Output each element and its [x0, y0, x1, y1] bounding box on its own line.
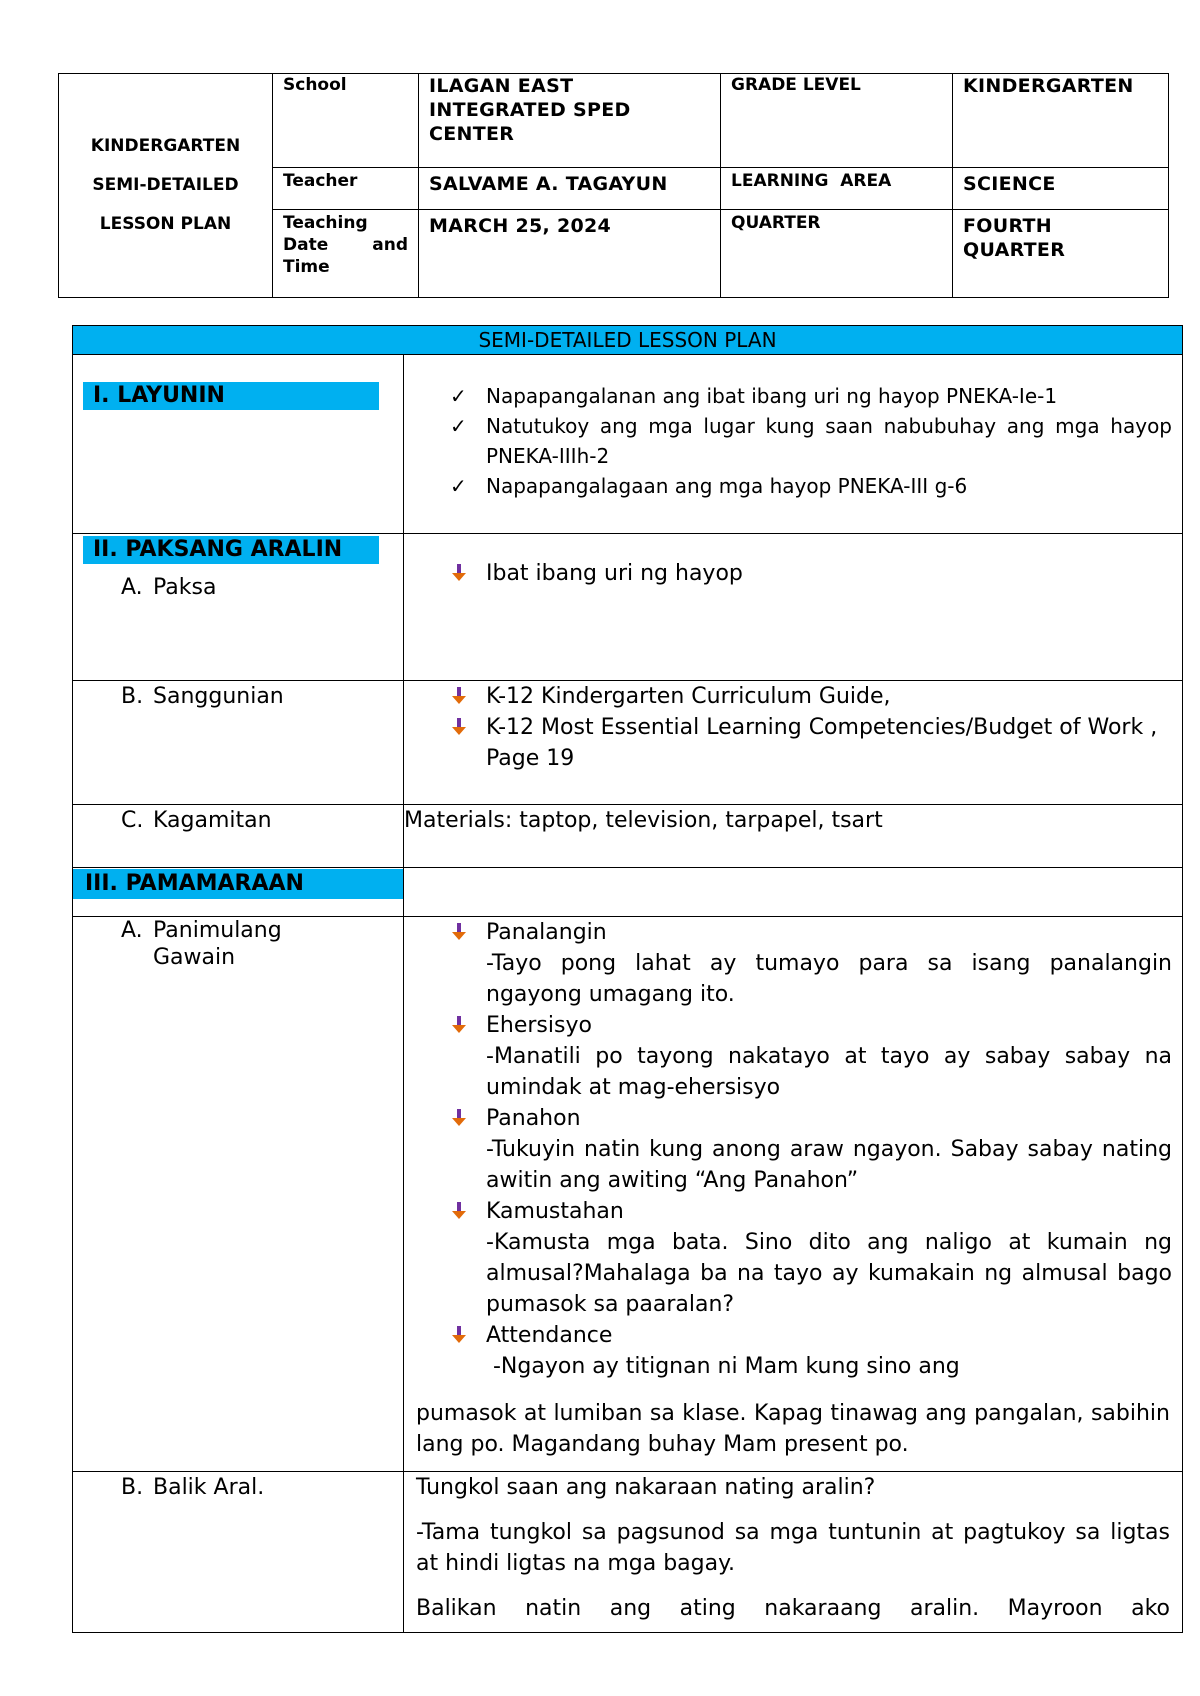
balik-aral-answer: -Tama tungkol sa pagsunod sa mga tuntunin at pagtukoy sa ligtas at hindi ligtas na mga bagay.	[416, 1520, 1170, 1576]
kagamitan-content: Materials: taptop, television, tarpapel, tsart	[404, 805, 1183, 868]
balik-aral-content	[404, 1472, 1183, 1633]
sanggunian-content	[404, 681, 1183, 805]
check-icon: ✓	[450, 414, 467, 438]
teaching-date-label: Teaching Date and Time	[273, 210, 419, 298]
teacher-label: Teacher	[273, 168, 419, 210]
balik-aral-more: Balikan natin ang ating nakaraang aralin. Mayroon ako	[416, 1596, 1170, 1621]
balik-aral-label: B. Balik Aral.	[121, 1475, 265, 1500]
grade-level-label: GRADE LEVEL	[721, 74, 953, 168]
arrow-bullet-icon	[452, 687, 466, 705]
check-icon: ✓	[450, 474, 467, 498]
reference-item: K-12 Most Essential Learning Competencies/Budget of Work , Page 19	[450, 712, 1172, 774]
layunin-cell	[73, 355, 404, 534]
school-label: School	[273, 74, 419, 168]
paksang-aralin-cell	[73, 534, 404, 681]
activity-item: Panahon -Tukuyin natin kung anong araw ngayon. Sabay sabay nating awitin ang awiting “Ang Panahon”	[450, 1103, 1172, 1196]
arrow-bullet-icon	[452, 1202, 466, 1220]
arrow-bullet-icon	[452, 564, 466, 582]
header-table	[58, 73, 1169, 298]
header-title-line-1: KINDERGARTEN	[90, 136, 241, 156]
sanggunian-label: B. Sanggunian	[121, 684, 284, 709]
quarter-label: QUARTER	[721, 210, 953, 298]
paksa-label: A. Paksa	[121, 575, 217, 600]
balik-aral-cell	[73, 1472, 404, 1633]
header-title-line-2: SEMI-DETAILED	[92, 175, 239, 195]
activity-item: Ehersisyo -Manatili po tayong nakatayo at tayo ay sabay sabay na umindak at mag-ehersisyo	[450, 1010, 1172, 1103]
arrow-bullet-icon	[452, 1016, 466, 1034]
teaching-date-value: MARCH 25, 2024	[419, 210, 721, 298]
reference-item: K-12 Kindergarten Curriculum Guide,	[450, 681, 1172, 712]
arrow-bullet-icon	[452, 923, 466, 941]
layunin-label: I. LAYUNIN	[83, 382, 379, 410]
topic-item: Ibat ibang uri ng hayop	[450, 558, 1172, 589]
balik-aral-question: Tungkol saan ang nakaraan nating aralin?	[416, 1475, 876, 1500]
objective-item: ✓ Napapangalagaan ang mga hayop PNEKA-III g-6	[450, 471, 1172, 501]
plan-banner: SEMI-DETAILED LESSON PLAN	[73, 326, 1183, 355]
grade-level-value: KINDERGARTEN	[953, 74, 1169, 168]
learning-area-value: SCIENCE	[953, 168, 1169, 210]
activity-item: Kamustahan -Kamusta mga bata. Sino dito ang naligo at kumain ng almusal?Mahalaga ba na tayo ay kumakain ng almusal bago pumasok sa paaralan?	[450, 1196, 1172, 1320]
pamamaraan-cell	[73, 868, 404, 917]
check-icon: ✓	[450, 384, 467, 408]
arrow-bullet-icon	[452, 1109, 466, 1127]
paksang-aralin-label: II. PAKSANG ARALIN	[83, 536, 379, 564]
lesson-plan-table	[72, 325, 1183, 1633]
header-title	[59, 74, 273, 298]
objective-item: ✓ Napapangalanan ang ibat ibang uri ng hayop PNEKA-Ie-1	[450, 381, 1172, 411]
sanggunian-cell	[73, 681, 404, 805]
arrow-bullet-icon	[452, 1326, 466, 1344]
panimula-label: A. Panimulang Gawain	[121, 918, 282, 970]
panimula-cell	[73, 917, 404, 1472]
teacher-value: SALVAME A. TAGAYUN	[419, 168, 721, 210]
paksa-content	[404, 534, 1183, 681]
arrow-bullet-icon	[452, 718, 466, 736]
attendance-continuation: pumasok at lumiban sa klase. Kapag tinawag ang pangalan, sabihin lang po. Magandang buhay Mam present po.	[416, 1401, 1170, 1457]
learning-area-label: LEARNING AREA	[721, 168, 953, 210]
kagamitan-cell	[73, 805, 404, 868]
objective-item: ✓ Natutukoy ang mga lugar kung saan nabubuhay ang mga hayop PNEKA-IIIh-2	[450, 411, 1172, 471]
kagamitan-label: C. Kagamitan	[121, 808, 272, 833]
activity-item: Attendance -Ngayon ay titignan ni Mam kung sino ang	[450, 1320, 1172, 1382]
pamamaraan-label: III. PAMAMARAAN	[73, 869, 403, 899]
quarter-value: FOURTH QUARTER	[953, 210, 1169, 298]
layunin-content	[404, 355, 1183, 534]
activity-item: Panalangin -Tayo pong lahat ay tumayo para sa isang panalangin ngayong umagang ito.	[450, 917, 1172, 1010]
header-title-line-3: LESSON PLAN	[99, 214, 232, 234]
pamamaraan-content	[404, 868, 1183, 917]
school-value: ILAGAN EAST INTEGRATED SPED CENTER	[419, 74, 721, 168]
panimula-content	[404, 917, 1183, 1472]
